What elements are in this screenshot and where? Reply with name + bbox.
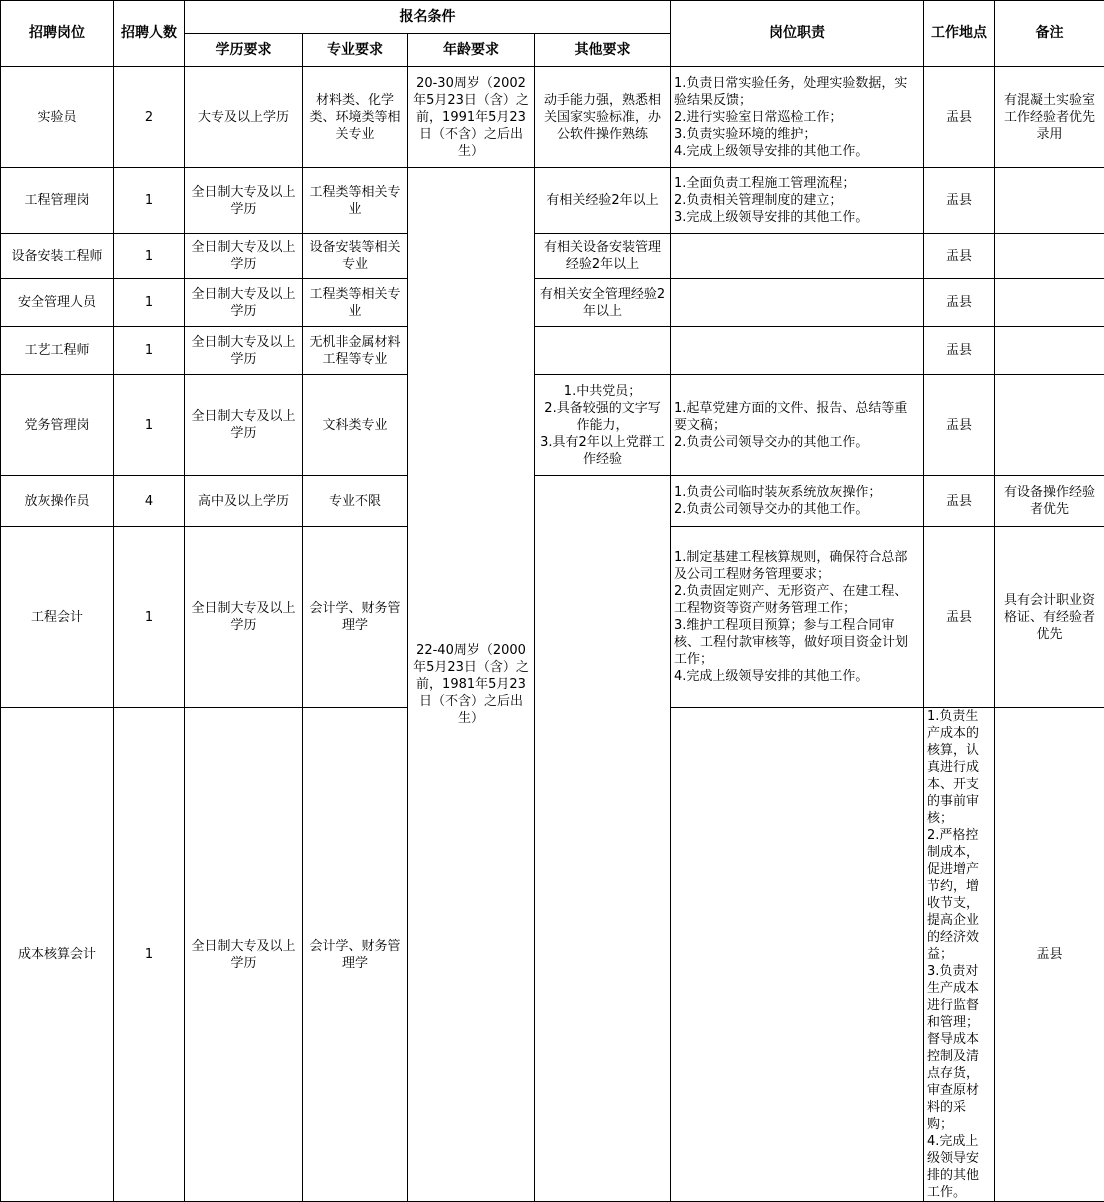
table-row bbox=[1, 279, 1104, 327]
education-cell: 大专及以上学历 bbox=[185, 67, 303, 168]
other-cell bbox=[535, 375, 671, 476]
header-age: 年龄要求 bbox=[408, 34, 535, 67]
other-cell-line: 1.中共党员； bbox=[538, 383, 667, 400]
remark-cell: 有混凝土实验室工作经验者优先录用 bbox=[995, 67, 1104, 168]
table-row bbox=[1, 327, 1104, 375]
education-cell: 全日制大专及以上学历 bbox=[185, 527, 303, 708]
position-cell: 放灰操作员 bbox=[1, 476, 114, 527]
other-cell-line: 有相关安全管理经验2年以上 bbox=[538, 286, 667, 320]
header-location: 工作地点 bbox=[924, 1, 995, 67]
position-cell: 成本核算会计 bbox=[1, 708, 114, 1202]
duties-cell-line: 1.负责公司临时装灰系统放灰操作； bbox=[674, 484, 920, 501]
other-cell-line: 动手能力强，熟悉相关国家实验标准，办公软件操作熟练 bbox=[538, 92, 667, 143]
position-cell: 工艺工程师 bbox=[1, 327, 114, 375]
duties-cell-line: 3.负责对生产成本进行监督和管理；督导成本控制及清点存货，审查原材料的采购； bbox=[927, 963, 991, 1133]
header-remark: 备注 bbox=[995, 1, 1104, 67]
position-cell: 工程会计 bbox=[1, 527, 114, 708]
duties-cell-line: 3.完成上级领导安排的其他工作。 bbox=[674, 209, 920, 226]
location-cell: 盂县 bbox=[924, 375, 995, 476]
count-cell: 1 bbox=[114, 375, 185, 476]
duties-cell-line: 1.制定基建工程核算规则，确保符合总部及公司工程财务管理要求； bbox=[674, 549, 920, 583]
duties-cell-line: 3.维护工程项目预算；参与工程合同审核、工程付款审核等，做好项目资金计划工作； bbox=[674, 617, 920, 668]
major-cell: 工程类等相关专业 bbox=[303, 168, 408, 234]
duties-cell-line: 1.起草党建方面的文件、报告、总结等重要文稿； bbox=[674, 400, 920, 434]
duties-cell-line: 2.负责相关管理制度的建立； bbox=[674, 192, 920, 209]
remark-cell bbox=[995, 234, 1104, 279]
table-row bbox=[1, 168, 1104, 234]
location-cell: 盂县 bbox=[924, 67, 995, 168]
education-cell: 全日制大专及以上学历 bbox=[185, 279, 303, 327]
count-cell: 1 bbox=[114, 527, 185, 708]
count-cell: 1 bbox=[114, 279, 185, 327]
duties-cell-line: 4.完成上级领导安排的其他工作。 bbox=[674, 668, 920, 685]
location-cell: 盂县 bbox=[924, 279, 995, 327]
header-duties: 岗位职责 bbox=[671, 1, 924, 67]
major-cell: 会计学、财务管理学 bbox=[303, 708, 408, 1202]
table-row bbox=[1, 375, 1104, 476]
major-cell: 专业不限 bbox=[303, 476, 408, 527]
duties-cell-line: 2.严格控制成本，促进增产节约，增收节支，提高企业的经济效益； bbox=[927, 827, 991, 963]
duties-cell-line: 2.进行实验室日常巡检工作； bbox=[674, 109, 920, 126]
other-cell-line: 有相关经验2年以上 bbox=[538, 192, 667, 209]
education-cell: 全日制大专及以上学历 bbox=[185, 168, 303, 234]
header-education: 学历要求 bbox=[185, 34, 303, 67]
duties-cell-line: 4.完成上级领导安排的其他工作。 bbox=[674, 143, 920, 160]
other-cell-line: 3.具有2年以上党群工作经验 bbox=[538, 434, 667, 468]
header-conditions: 报名条件 bbox=[185, 1, 671, 34]
duties-cell bbox=[671, 527, 924, 708]
other-cell bbox=[535, 67, 671, 168]
table-row bbox=[1, 67, 1104, 168]
duties-cell bbox=[671, 327, 924, 375]
position-cell: 安全管理人员 bbox=[1, 279, 114, 327]
count-cell: 1 bbox=[114, 168, 185, 234]
location-cell: 盂县 bbox=[924, 327, 995, 375]
duties-cell-line: 2.负责公司领导交办的其他工作。 bbox=[674, 434, 920, 451]
other-cell bbox=[535, 476, 671, 1202]
other-cell bbox=[535, 234, 671, 279]
duties-cell-line: 3.负责实验环境的维护； bbox=[674, 126, 920, 143]
position-cell: 设备安装工程师 bbox=[1, 234, 114, 279]
duties-cell bbox=[671, 375, 924, 476]
duties-cell bbox=[924, 708, 995, 1202]
other-cell bbox=[535, 168, 671, 234]
major-cell: 工程类等相关专业 bbox=[303, 279, 408, 327]
count-cell: 1 bbox=[114, 234, 185, 279]
duties-cell bbox=[671, 234, 924, 279]
age-cell: 20-30周岁（2002年5月23日（含）之前，1991年5月23日（不含）之后出生） bbox=[408, 67, 535, 168]
education-cell: 全日制大专及以上学历 bbox=[185, 375, 303, 476]
count-cell: 2 bbox=[114, 67, 185, 168]
duties-cell bbox=[671, 279, 924, 327]
location-cell: 盂县 bbox=[924, 476, 995, 527]
education-cell: 全日制大专及以上学历 bbox=[185, 708, 303, 1202]
remark-cell: 有设备操作经验者优先 bbox=[995, 476, 1104, 527]
duties-cell-line: 2.负责固定则产、无形资产、在建工程、工程物资等资产财务管理工作； bbox=[674, 583, 920, 617]
other-cell-line: 2.具备较强的文字写作能力， bbox=[538, 400, 667, 434]
header-count: 招聘人数 bbox=[114, 1, 185, 67]
duties-cell-line: 4.完成上级领导安排的其他工作。 bbox=[927, 1133, 991, 1201]
major-cell: 会计学、财务管理学 bbox=[303, 527, 408, 708]
duties-cell-line: 1.全面负责工程施工管理流程； bbox=[674, 175, 920, 192]
education-cell: 高中及以上学历 bbox=[185, 476, 303, 527]
major-cell: 设备安装等相关专业 bbox=[303, 234, 408, 279]
duties-cell-line: 1.负责日常实验任务，处理实验数据，实验结果反馈； bbox=[674, 75, 920, 109]
duties-cell bbox=[671, 168, 924, 234]
other-cell-line: 有相关设备安装管理经验2年以上 bbox=[538, 239, 667, 273]
position-cell: 工程管理岗 bbox=[1, 168, 114, 234]
duties-cell bbox=[671, 67, 924, 168]
duties-cell-line: 2.负责公司领导交办的其他工作。 bbox=[674, 501, 920, 518]
education-cell: 全日制大专及以上学历 bbox=[185, 327, 303, 375]
duties-cell bbox=[671, 476, 924, 527]
table-row bbox=[1, 476, 1104, 527]
other-cell bbox=[535, 327, 671, 375]
other-cell bbox=[535, 279, 671, 327]
other-cell bbox=[671, 708, 924, 1202]
major-cell: 材料类、化学类、环境类等相关专业 bbox=[303, 67, 408, 168]
location-cell: 盂县 bbox=[924, 527, 995, 708]
education-cell: 全日制大专及以上学历 bbox=[185, 234, 303, 279]
remark-cell: 具有会计职业资格证、有经验者优先 bbox=[995, 527, 1104, 708]
count-cell: 1 bbox=[114, 708, 185, 1202]
location-cell: 盂县 bbox=[995, 708, 1104, 1202]
remark-cell bbox=[995, 168, 1104, 234]
header-other: 其他要求 bbox=[535, 34, 671, 67]
duties-cell-line: 1.负责生产成本的核算，认真进行成本、开支的事前审核； bbox=[927, 708, 991, 827]
location-cell: 盂县 bbox=[924, 234, 995, 279]
count-cell: 1 bbox=[114, 327, 185, 375]
count-cell: 4 bbox=[114, 476, 185, 527]
position-cell: 党务管理岗 bbox=[1, 375, 114, 476]
table-row bbox=[1, 234, 1104, 279]
location-cell: 盂县 bbox=[924, 168, 995, 234]
remark-cell bbox=[995, 327, 1104, 375]
major-cell: 无机非金属材料工程等专业 bbox=[303, 327, 408, 375]
position-cell: 实验员 bbox=[1, 67, 114, 168]
age-cell: 22-40周岁（2000年5月23日（含）之前，1981年5月23日（不含）之后出生） bbox=[408, 168, 535, 1202]
major-cell: 文科类专业 bbox=[303, 375, 408, 476]
header-major: 专业要求 bbox=[303, 34, 408, 67]
remark-cell bbox=[995, 375, 1104, 476]
remark-cell bbox=[995, 279, 1104, 327]
header-position: 招聘岗位 bbox=[1, 1, 114, 67]
